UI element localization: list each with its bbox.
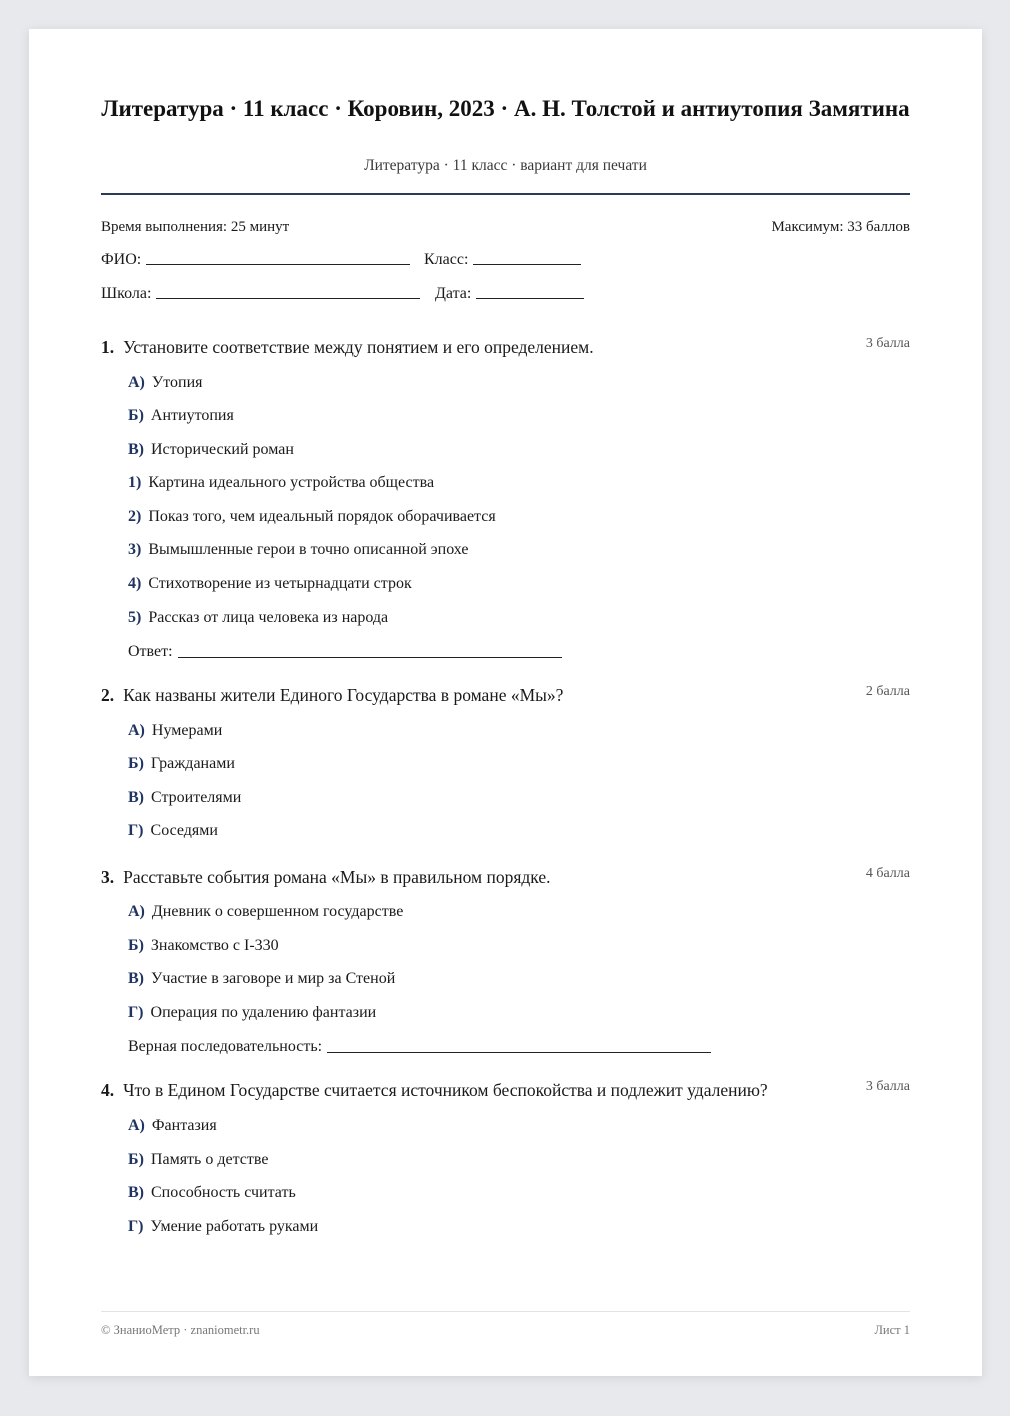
option-text: Утопия — [151, 374, 203, 391]
option-text: Знакомство с I-330 — [150, 937, 279, 954]
option-key: В) — [128, 441, 144, 458]
fio-field[interactable] — [101, 251, 410, 269]
option-key: Б) — [128, 407, 144, 424]
question-text: Расставьте события романа «Мы» в правильном порядке. — [123, 867, 551, 887]
option-text: Вымышленные герои в точно описанной эпохе — [148, 541, 469, 558]
question-number: 4. — [101, 1080, 115, 1100]
option-text: Стихотворение из четырнадцати строк — [148, 575, 412, 592]
option-text: Рассказ от лица человека из народа — [148, 609, 389, 626]
page-title: Литература · 11 класс · Коровин, 2023 · А. Н. Толстой и антиутопия Замятина — [101, 96, 910, 121]
max-score: Максимум: 33 баллов — [771, 219, 910, 235]
question-2 — [101, 685, 563, 706]
option-text: Строителями — [151, 789, 242, 806]
date-field[interactable] — [435, 285, 584, 303]
header-divider — [101, 193, 910, 195]
option — [128, 575, 412, 593]
option[interactable] — [128, 722, 222, 740]
class-line — [473, 263, 581, 265]
option-key: 5) — [128, 609, 142, 626]
question-4 — [101, 1080, 768, 1101]
option-text: Картина идеального устройства общества — [148, 474, 435, 491]
school-field[interactable] — [101, 285, 420, 303]
option-key: А) — [128, 1117, 145, 1134]
page-number: Лист 1 — [874, 1323, 910, 1337]
worksheet-page — [29, 29, 982, 1376]
question-points: 2 балла — [865, 684, 910, 699]
answer-label: Ответ: — [128, 643, 173, 660]
question-number: 1. — [101, 337, 115, 357]
option-text: Фантазия — [151, 1117, 217, 1134]
answer-line — [327, 1051, 711, 1053]
option-text: Исторический роман — [151, 441, 294, 458]
sequence-answer-field[interactable] — [128, 1038, 711, 1056]
option-text: Антиутопия — [150, 407, 234, 424]
page-subtitle: Литература · 11 класс · вариант для печати — [364, 157, 647, 174]
date-label: Дата: — [435, 285, 472, 302]
question-points: 3 балла — [865, 1079, 910, 1094]
option-key: 4) — [128, 575, 142, 592]
answer-line — [178, 656, 562, 658]
option — [128, 441, 294, 459]
option-key: Г) — [128, 1218, 144, 1235]
option-text: Дневник о совершенном государстве — [151, 903, 404, 920]
option[interactable] — [128, 789, 241, 807]
option-key: В) — [128, 970, 144, 987]
option-key: Б) — [128, 1151, 144, 1168]
option-key: Б) — [128, 755, 144, 772]
question-text: Что в Едином Государстве считается источником беспокойства и подлежит удалению? — [123, 1080, 768, 1100]
option — [128, 937, 279, 955]
option[interactable] — [128, 1184, 296, 1202]
option-text: Участие в заговоре и мир за Стеной — [151, 970, 396, 987]
option — [128, 1004, 376, 1022]
class-label: Класс: — [424, 251, 469, 268]
question-text: Установите соответствие между понятием и его определением. — [123, 337, 594, 357]
option — [128, 541, 469, 559]
option-key: В) — [128, 789, 144, 806]
answer-field[interactable] — [128, 643, 562, 661]
date-line — [476, 297, 584, 299]
answer-label: Верная последовательность: — [128, 1038, 323, 1055]
option-key: 3) — [128, 541, 142, 558]
option-text: Способность считать — [151, 1184, 296, 1201]
footer-copyright: © ЗнаниоМетр · znaniometr.ru — [101, 1323, 260, 1337]
option — [128, 474, 434, 492]
question-number: 2. — [101, 685, 115, 705]
question-3 — [101, 867, 550, 888]
option[interactable] — [128, 1117, 217, 1135]
fio-line — [146, 263, 410, 265]
school-line — [156, 297, 420, 299]
option — [128, 374, 202, 392]
school-label: Школа: — [101, 285, 152, 302]
option-key: Г) — [128, 1004, 144, 1021]
option-text: Гражданами — [150, 755, 235, 772]
question-1 — [101, 337, 594, 358]
option — [128, 508, 496, 526]
option-key: Б) — [128, 937, 144, 954]
option-text: Показ того, чем идеальный порядок оборачивается — [148, 508, 496, 525]
option — [128, 903, 403, 921]
class-field[interactable] — [424, 251, 581, 269]
option-key: А) — [128, 722, 145, 739]
question-points: 4 балла — [865, 866, 910, 881]
option-text: Нумерами — [151, 722, 223, 739]
option-text: Соседями — [150, 822, 218, 839]
option — [128, 970, 395, 988]
time-limit: Время выполнения: 25 минут — [101, 219, 290, 235]
option[interactable] — [128, 822, 218, 840]
option[interactable] — [128, 1151, 268, 1169]
option-key: Г) — [128, 822, 144, 839]
question-text: Как названы жители Единого Государства в романе «Мы»? — [123, 685, 564, 705]
option-key: В) — [128, 1184, 144, 1201]
option-text: Память о детстве — [150, 1151, 269, 1168]
option-key: А) — [128, 374, 145, 391]
option[interactable] — [128, 1218, 318, 1236]
option-text: Операция по удалению фантазии — [150, 1004, 377, 1021]
footer-divider — [101, 1311, 910, 1312]
option-key: 1) — [128, 474, 142, 491]
question-points: 3 балла — [865, 336, 910, 351]
fio-label: ФИО: — [101, 251, 142, 268]
option-text: Умение работать руками — [150, 1218, 319, 1235]
option-key: А) — [128, 903, 145, 920]
option-key: 2) — [128, 508, 142, 525]
question-number: 3. — [101, 867, 115, 887]
option[interactable] — [128, 755, 235, 773]
option — [128, 609, 388, 627]
option — [128, 407, 234, 425]
